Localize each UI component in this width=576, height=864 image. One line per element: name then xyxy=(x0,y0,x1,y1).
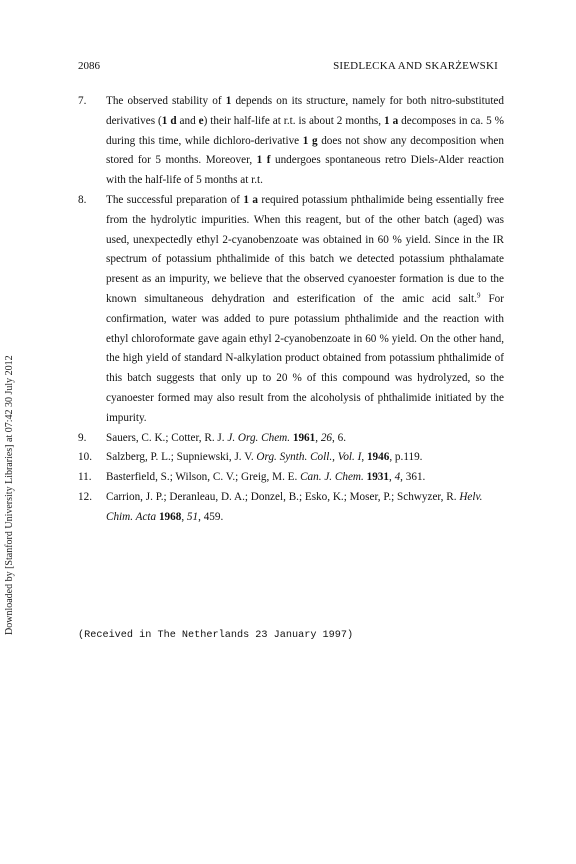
note-number: 12. xyxy=(78,490,92,503)
running-head: SIEDLECKA AND SKARŻEWSKI xyxy=(333,60,498,72)
page-number: 2086 xyxy=(78,60,100,72)
citation-superscript: 9 xyxy=(476,291,481,300)
note-text: The successful preparation of 1 a required potassium phthalimide being essentially free from the hydrolytic impurities. When this reagent, but of the other batch (aged) was used, unexpectedly ethyl 2-cyanobenzoate was obtained in 60 % yield. Since in the IR spectrum of potassium phthalimide of this batch we detected potassium phthalamate present as an impurity, we believe that the observed cyanoester formation is due to the known simultaneous dehydration and esterification of the amic acid salt.$^9$ For confirmation, water was added to pure potassium phthalimide and the reaction with ethyl chloroformate gave again ethyl 2-cyanobenzoate in 60 % yield. On the other hand, the high yield of standard N-alkylation product obtained from potassium phthalimide of this batch suggests that only up to 20 % of this compound was hydrolyzed, so the cyanoester formed may also result from the alcoholysis of phthalimide initiated by the impurity. xyxy=(106,193,504,424)
reference-11 xyxy=(78,468,504,488)
reference-text: Sauers, C. K.; Cotter, R. J. J. Org. Chem. 1961, 26, 6. xyxy=(106,431,346,444)
reference-text: Basterfield, S.; Wilson, C. V.; Greig, M. E. Can. J. Chem. 1931, 4, 361. xyxy=(106,471,426,484)
notes-list xyxy=(78,92,504,528)
reference-10 xyxy=(78,448,504,468)
received-date: (Received in The Netherlands 23 January 1997) xyxy=(78,630,354,641)
note-number: 10. xyxy=(78,451,92,464)
note-8 xyxy=(78,191,504,429)
note-number: 9. xyxy=(78,431,87,444)
reference-9 xyxy=(78,429,504,449)
note-number: 11. xyxy=(78,471,92,484)
note-7 xyxy=(78,92,504,191)
note-text: The observed stability of 1 depends on its structure, namely for both nitro-substituted derivatives (1 d and e) their half-life at r.t. is about 2 months, 1 a decomposes in ca. 5 % during this time, while dichloro-derivative 1 g does not show any decomposition when stored for 5 months. Moreover, 1 f undergoes spontaneous retro Diels-Alder reaction with the half-life of 5 months at r.t. xyxy=(106,95,505,187)
note-number: 8. xyxy=(78,193,87,206)
download-watermark: Downloaded by [Stanford University Libraries] at 07:42 30 July 2012 xyxy=(4,355,15,635)
note-number: 7. xyxy=(78,95,87,107)
reference-text: Carrion, J. P.; Deranleau, D. A.; Donzel, B.; Esko, K.; Moser, P.; Schwyzer, R. Helv. Chim. Acta 1968, 51, 459. xyxy=(106,490,483,523)
reference-text: Salzberg, P. L.; Supniewski, J. V. Org. Synth. Coll., Vol. I, 1946, p.119. xyxy=(106,451,423,464)
page-header xyxy=(78,60,498,76)
reference-12 xyxy=(78,488,504,528)
